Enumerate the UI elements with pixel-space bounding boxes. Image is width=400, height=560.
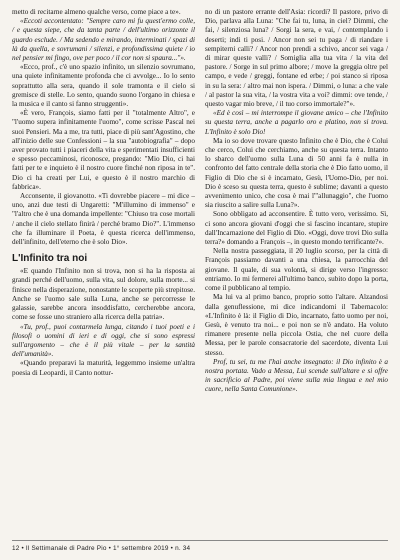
paragraph: Nella nostra passeggiata, il 20 luglio scorso, per la città di François passiamo davanti a una chiesa, la parrocchia del giovane. Il quale, di sua volontà, si dirige verso l'ingresso: entriamo. Io mi fermerei all'ultimo banco, subito dopo la porta, come il pubblicano al tempio. <box>205 247 388 293</box>
paragraph: «È vero, François, siamo fatti per il "totalmente Altro", e "l'uomo supera infinitamente l'uomo", come scrisse Pascal nei suoi Pensieri. Ma a me, tra tutti, piace di più sant'Agostino, che all'inizio delle sue Confessioni – la sua "autobiografia" – dopo aver provato tutti i piaceri della vita e sperimentati insufficienti e spesso peccaminosi, riconosce, pregando: "Mio Dio, ci hai fatti per te e inquieto è il nostro cuore finché non riposa in te". Dio ci ha creati per Lui, e questo è il nostro marchio di fabbrica». <box>12 109 195 191</box>
page-footer: 12 • Il Settimanale di Padre Pio • 1° settembre 2019 • n. 34 <box>12 540 388 552</box>
paragraph: «Tu, prof., puoi contarmela lunga, citando i tuoi poeti e i filosofi o uomini di ieri e di oggi, che si sono espressi sull'argomento – che è il più vitale – per la santità dell'umanità». <box>12 322 195 359</box>
section-heading: L'Infinito tra noi <box>12 253 88 265</box>
paragraph: Sono obbligato ad acconsentire. È tutto vero, verissimo. Sì, ci sono ancora giovani d'oggi che si fascino incantare, stupire dall'Incarnazione del Figlio di Dio. «Oggi, dove trovi Dio sulla terra?» domando a François –, in questo mondo terrificante?». <box>205 210 388 247</box>
paragraph: «Ecco, prof., c'è uno spazio infinito, un silenzio sovrumano, una quiete infinitamente profonda che ci avvolge... Io lo sento soprattutto alla sera, quando il sole tramonta e il cielo si gremisce di stelle. Lo sento, quando suono l'organo in chiesa e la musica e il canto si fanno struggenti». <box>12 63 195 109</box>
text-columns <box>12 8 388 531</box>
paragraph: Ma io so dove trovare questo Infinito che è Dio, che è Colui che cerco, Colui che cerchiamo, anche su questa terra. Intanto lo sbarco dell'uomo sulla Luna di 50 anni fa è nulla in confronto del fatto centrale della storia che è Dio fatto uomo, il Figlio di Dio che si è incarnato, Gesù, l'Uomo-Dio, per noi. Dio è sceso su questa terra, questo è sublime; davanti a questo avvenimento unico, che cosa è mai l'"allunaggio", che l'uomo sia riuscito a salire sulla Luna?». <box>205 136 388 210</box>
paragraph: «Eccoti accontentato: "Sempre caro mi fu quest'ermo colle, / e questa siepe, che da tanta parte / dell'ultimo orizzonte il guardo esclude. / Ma sedendo e mirando, interminati / spazi di là da quella, e sovrumani / silenzi, e profondissima quiete / io nel pensier mi fingo, ove per poco / il cor non si spaura..."». <box>12 17 195 63</box>
paragraph: Ma lui va al primo banco, proprio sotto l'altare. Alzandosi dalla genuflessione, mi dice indicandomi il Tabernacolo: «L'Infinito è là: il Figlio di Dio, incarnato, fatto uomo per noi, Gesù, è venuto tra noi... e poi non se n'è andato. Ha voluto rimanere presente nella piccola Ostia, che nel cuore della Messa, per le parole consacratorie del sacerdote, diventa Lui stesso. <box>205 293 388 357</box>
paragraph: Prof, tu sei, tu me l'hai anche insegnato: il Dio infinito è a nostra portata. Vado a Messa, Lui scende sull'altare e si offre in sacrificio al Padre, poi viene sulla mia lingua e nel mio cuore, nella Santa Comunione». <box>205 357 388 394</box>
paragraph: «Ed è così – mi interrompe il giovane amico – che l'Infinito su questa terra, anche a pagarlo oro e platino, non si trova. L'Infinito è solo Dio! <box>205 109 388 136</box>
paragraph: Acconsente, il giovanotto. «Ti dovrebbe piacere – mi dice – uno, anzi due testi di Ungaretti: "M'illumino di immenso" e "l'altro che è una domanda impellente: "Chiuso tra cose mortali / anche il cielo stellato finirà / perché bramo Dio?". L'immenso che fa illuminare il Poeta, è questa ricerca dell'immenso, dell'infinito, dell'eterno che è solo Dio». <box>12 192 195 247</box>
paragraph: metto di recitarne almeno qualche verso, come piace a te». <box>12 8 181 16</box>
paragraph: «Quando preparavi la maturità, leggemmo insieme un'altra poesia di Leopardi, il Canto nottur- <box>12 359 195 377</box>
paragraph: «E quando l'Infinito non si trova, non si ha la risposta ai grandi perché dell'uomo, sulla vita, sul dolore, sulla morte... si finisce nella disperazione, nonostante le scoperte più strepitose. Anche se l'uomo sale sulla Luna, anche se percorresse le galassie, sarebbe ancora insoddisfatto, cercherebbe ancora, come se fosse uno straniero alla ricerca della patria». <box>12 267 195 322</box>
paragraph: no di un pastore errante dell'Asia: ricordi? Il pastore, privo di Dio, parlava alla Luna: "Che fai tu, luna, in ciel? Dimmi, che fai, / silenziosa luna? / Sorgi la sera, e vai, / contemplando i deserti; indi ti posi. / Ancor non sei tu paga / di riandare i sempiterni calli? / Ancor non prendi a schivo, ancor sei vaga / di mirar queste valli? / Somiglia alla tua vita / la vita del pastore. / Sorge in sul primo albore; / move la greggia oltre pel campo, e vede / greggi, fontane ed erbe; / poi stanco si riposa in su la sera: / altro mai non ispera. / Dimmi, o luna: a che vale / al pastor la sua vita, / la vostra vita a voi? dimmi: ove tende, / questo vagar mio breve, / il tuo corso immortale?"». <box>205 8 388 109</box>
left-column <box>12 8 195 531</box>
right-column <box>205 8 388 531</box>
